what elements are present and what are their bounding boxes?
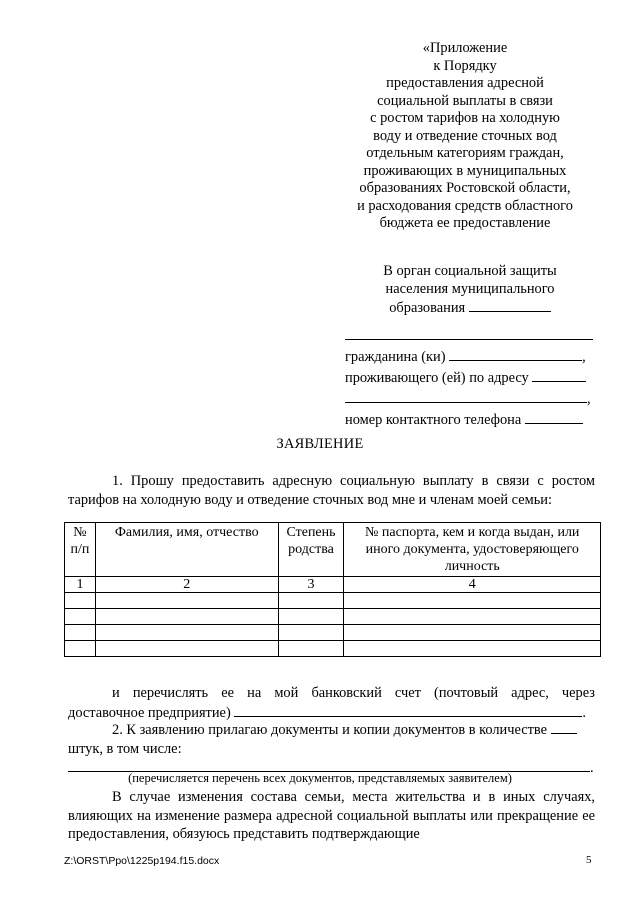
recipient-line: В орган социальной защиты [383,263,557,279]
appendix-line: бюджета ее предоставление [379,215,551,231]
recipient-municipality [345,298,595,318]
table-cell[interactable] [344,641,601,657]
table-number-row [65,577,601,593]
applicant-address-continued-row [345,389,595,410]
period: . [590,760,594,776]
table-cell[interactable] [344,609,601,625]
attachments-count-blank[interactable] [551,720,577,734]
appendix-header [330,40,600,233]
table-cell[interactable] [95,593,278,609]
attachments-list-blank[interactable] [68,758,590,772]
appendix-line: предоставления адресной [386,75,544,91]
table-cell[interactable] [95,609,278,625]
address-blank[interactable] [532,368,586,382]
table-cell[interactable] [95,641,278,657]
table-row [65,641,601,657]
appendix-line: социальной выплаты в связи [377,92,553,109]
appendix-line: с ростом тарифов на холодную [370,110,560,126]
table-header-cell: № п/п [65,523,96,577]
delivery-blank[interactable] [234,703,582,717]
page-number: 5 [586,854,592,866]
comma: , [582,349,586,365]
table-cell[interactable] [278,625,344,641]
recipient-block [345,263,595,318]
address-continued-blank[interactable] [345,389,587,403]
column-number: 4 [344,577,601,593]
paragraph-4: В случае изменения состава семьи, места жительства и в иных случаях, влияющих на изменение размера адресной социальной выплаты или прекращение ее предоставления, обязуюсь представить подтверждающие [68,789,595,842]
table-row [65,593,601,609]
attachments-line [68,720,595,740]
period: . [582,704,586,721]
table-cell[interactable] [95,625,278,641]
applicant-address-row [345,368,595,389]
table-cell[interactable] [278,609,344,625]
appendix-line: и расходования средств областного [357,197,573,214]
table-cell[interactable] [344,593,601,609]
column-number: 3 [278,577,344,593]
table-header-cell: Степень родства [278,523,344,577]
applicant-citizen-row [345,347,595,368]
table-header-row [65,523,601,577]
residing-label: проживающего (ей) по адресу [345,370,529,386]
column-number: 1 [65,577,96,593]
appendix-line: образованиях Ростовской области, [359,180,571,196]
appendix-line: воду и отведение сточных вод [373,127,557,144]
table-cell[interactable] [278,641,344,657]
table-row [65,625,601,641]
attachments-caption: (перечисляется перечень всех документов, представляемых заявителем) [128,771,512,785]
citizen-label: гражданина (ки) [345,349,446,365]
column-number: 2 [95,577,278,593]
applicant-block [345,326,595,431]
file-path: Z:\ORST\Ppo\1225p194.f15.docx [64,855,220,867]
appendix-line: проживающих в муниципальных [363,162,567,179]
applicant-name-row [345,326,595,347]
paragraph-3 [68,720,595,778]
applicant-phone-row [345,410,595,431]
table-cell[interactable] [65,593,96,609]
table-cell[interactable] [65,609,96,625]
comma: , [587,391,591,407]
municipality-blank[interactable] [469,298,551,312]
citizen-blank[interactable] [449,347,582,361]
appendix-line: отдельным категориям граждан, [366,145,564,161]
phone-blank[interactable] [525,410,583,424]
document-title: ЗАЯВЛЕНИЕ [276,436,364,452]
appendix-line: к Порядку [433,57,497,74]
family-members-table [64,522,601,657]
paragraph-1: 1. Прошу предоставить адресную социальную выплату в связи с ростом тарифов на холодную воду и отведение сточных вод мне и членам моей семьи: [68,473,595,508]
applicant-name-blank[interactable] [345,326,593,340]
table-cell[interactable] [278,593,344,609]
table-row [65,609,601,625]
recipient-municipality-label: образования [389,300,466,316]
phone-label: номер контактного телефона [345,412,522,428]
recipient-line: населения муниципального [385,280,555,297]
table-cell[interactable] [65,625,96,641]
attachments-label: 2. К заявлению прилагаю документы и копии документов в количестве [112,722,548,738]
table-cell[interactable] [65,641,96,657]
delivery-label: доставочное предприятие) [68,704,231,721]
bank-account-line: и перечислять ее на мой банковский счет (почтовый адрес, через [112,685,595,701]
table-header-cell: № паспорта, кем и когда выдан, или иного документа, удостоверяющего личность [344,523,601,577]
table-header-cell: Фамилия, имя, отчество [95,523,278,577]
attachments-including-line: штук, в том числе: [68,740,182,757]
appendix-line: «Приложение [422,40,508,56]
paragraph-2 [68,684,595,722]
table-cell[interactable] [344,625,601,641]
